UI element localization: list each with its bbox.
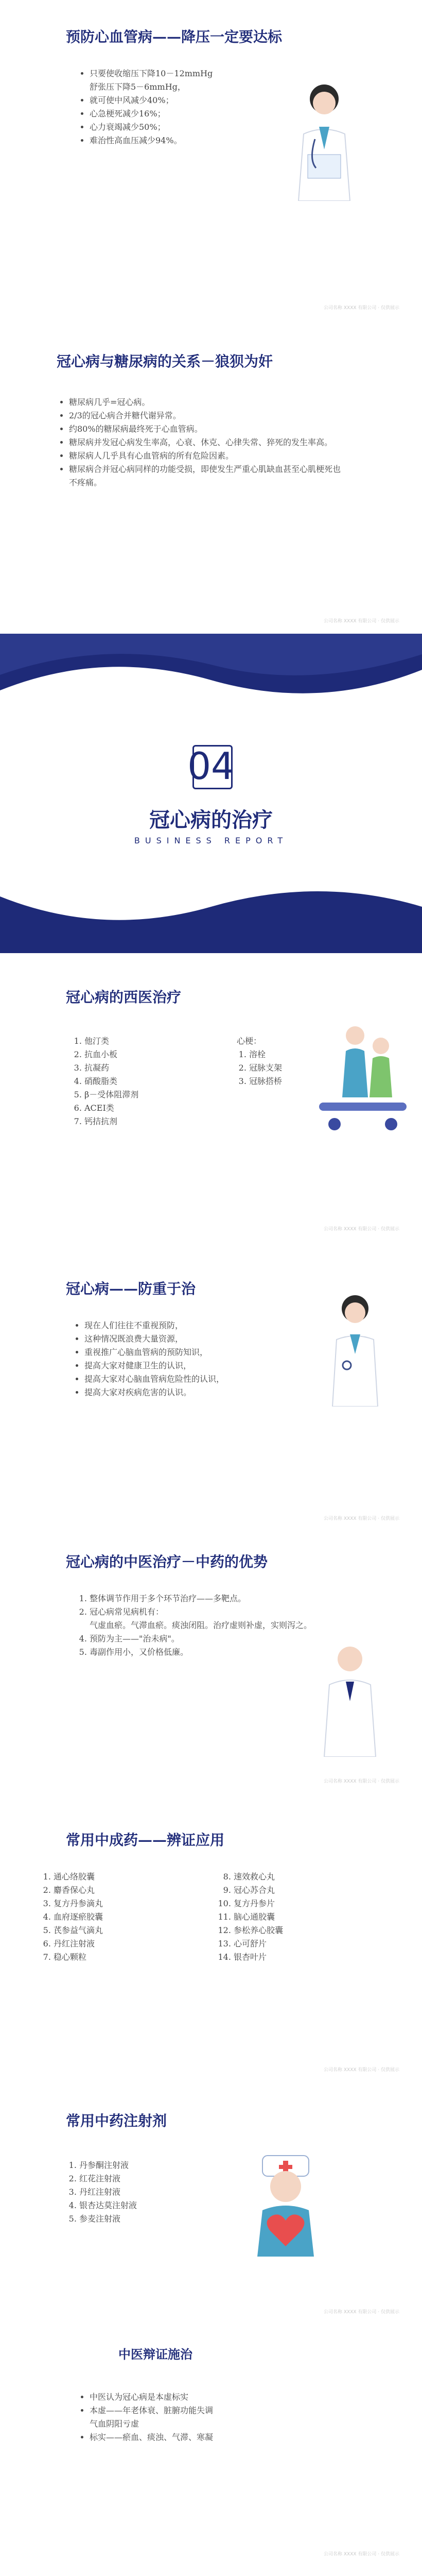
chapter-banner	[0, 634, 422, 953]
list-item: 1. 溶栓	[249, 1048, 329, 1061]
list-item: • 就可使中风减少40%；	[90, 94, 293, 107]
list-item: • 提高大家对疾病危害的认识。	[84, 1386, 309, 1399]
chapter-subtitle: BUSINESS REPORT	[134, 836, 288, 845]
list-item: 3. 抗凝药	[84, 1061, 196, 1075]
list-item: 4. 预防为主——"治未病"。	[90, 1632, 314, 1646]
list-item: 舒张压下降5－6mmHg，	[90, 82, 186, 92]
list-item: 3. 丹红注射液	[79, 2185, 232, 2199]
list-item: 6. 丹红注射液	[54, 1937, 196, 1951]
list-item: 3. 复方丹参滴丸	[54, 1897, 196, 1910]
list-item: 2. 冠心病常见病机有：	[90, 1605, 314, 1619]
list-item: • 心急梗死减少16%；	[90, 107, 293, 121]
footer-note: 公司名称 XXXX 有限公司 · 仅供展示	[324, 1227, 399, 1232]
footer-note: 公司名称 XXXX 有限公司 · 仅供展示	[324, 2310, 399, 2315]
section-title: 预防心血管病——降压一定要达标	[66, 28, 283, 45]
section-syndrome-types	[0, 2566, 422, 2576]
bp-list	[77, 67, 293, 147]
list-item: 4. 银杏达莫注射液	[79, 2199, 232, 2212]
wave-decoration	[0, 634, 422, 711]
list-item: 4. 血府逐瘀胶囊	[54, 1910, 196, 1924]
list-item: 14. 银杏叶片	[234, 1951, 386, 1964]
footer-note: 公司名称 XXXX 有限公司 · 仅供展示	[324, 619, 399, 624]
list-item: 1. 通心络胶囊	[54, 1870, 196, 1884]
list-item: 1. 丹参酮注射液	[79, 2159, 232, 2172]
list-item: • 2/3的冠心病合并糖代谢异常。	[69, 409, 345, 422]
footer-note: 公司名称 XXXX 有限公司 · 仅供展示	[324, 2552, 399, 2557]
number-frame	[192, 745, 233, 789]
section-title: 常用中成药——辨证应用	[66, 1832, 225, 1849]
list-item: 2. 红花注射液	[79, 2172, 232, 2185]
section-title: 冠心病——防重于治	[66, 1280, 196, 1297]
list-item: 4. 硝酸脂类	[84, 1075, 196, 1088]
section-differentiation	[0, 2324, 422, 2566]
chapter-number: 04	[187, 744, 235, 788]
list-item: 2. 麝香保心丸	[54, 1884, 196, 1897]
footer-note: 公司名称 XXXX 有限公司 · 仅供展示	[324, 1779, 399, 1784]
list-item: 13. 心可舒片	[234, 1937, 386, 1951]
list-item: 5. 毒副作用小，又价格低廉。	[90, 1646, 314, 1659]
footer-note: 公司名称 XXXX 有限公司 · 仅供展示	[324, 2067, 399, 2073]
doctor-illustration	[278, 77, 371, 201]
section-patent-medicine	[0, 1793, 422, 2081]
section-title: 冠心病的西医治疗	[66, 989, 182, 1006]
list-item: 8. 速效救心丸	[234, 1870, 386, 1884]
list-item: • 本虚——年老体衰、脏腑功能失调	[90, 2404, 345, 2417]
section-tcm-advantage	[0, 1530, 422, 1793]
list-heading: 心梗：	[237, 1036, 262, 1046]
list-item: 1. 他汀类	[84, 1035, 196, 1048]
medicine-right-list	[221, 1870, 386, 1964]
list-item: • 重视推广心脑血管病的预防知识，	[84, 1346, 309, 1359]
list-item: 11. 脑心通胶囊	[234, 1910, 386, 1924]
western-left-list	[72, 1035, 196, 1128]
list-item: • 这种情况既浪费大量资源，	[84, 1332, 309, 1346]
footer-note: 公司名称 XXXX 有限公司 · 仅供展示	[324, 306, 399, 311]
differentiation-list	[77, 2391, 345, 2444]
list-item: 6. ACEI类	[84, 1101, 196, 1115]
list-item: 2. 冠脉支架	[249, 1061, 329, 1075]
list-item: • 难治性高血压减少94%。	[90, 134, 293, 147]
list-item: 气虚血瘀。气滞血瘀。痰浊闭阻。治疗虚则补虚，实则泻之。	[90, 1620, 312, 1630]
injection-list	[67, 2159, 232, 2226]
medical-team-illustration	[314, 1015, 412, 1139]
list-item: • 标实——瘀血、痰浊、气滞、寒凝	[90, 2431, 345, 2444]
tcm-advantage-list	[77, 1592, 314, 1659]
section-title: 冠心病与糖尿病的关系－狼狈为奸	[57, 353, 273, 370]
list-item: 9. 冠心苏合丸	[234, 1884, 386, 1897]
section-title: 冠心病的中医治疗－中药的优势	[66, 1553, 268, 1570]
section-title: 常用中药注射剂	[66, 2112, 167, 2129]
list-item: 5. 芪参益气滴丸	[54, 1924, 196, 1937]
list-item: • 中医认为冠心病是本虚标实	[90, 2391, 345, 2404]
list-item: • 糖尿病几乎=冠心病。	[69, 396, 345, 409]
medicine-left-list	[41, 1870, 196, 1964]
list-item: 1. 整体调节作用于多个环节治疗——多靶点。	[90, 1592, 314, 1605]
list-item: 3. 冠脉搭桥	[249, 1075, 329, 1088]
doctor-illustration	[314, 1288, 396, 1406]
list-item: 5. β－受体阻滞剂	[84, 1088, 196, 1101]
list-item: • 糖尿病并发冠心病发生率高，心衰、休克、心律失常、猝死的发生率高。	[69, 436, 345, 449]
section-bp	[0, 0, 422, 319]
section-western	[0, 953, 422, 1242]
list-item: 10. 复方丹参片	[234, 1897, 386, 1910]
list-item: 5. 参麦注射液	[79, 2212, 232, 2226]
list-item: • 提高大家对心脑血管病危险性的认识，	[84, 1372, 309, 1386]
list-item: 7. 钙拮抗剂	[84, 1115, 196, 1128]
list-item: 2. 抗血小板	[84, 1048, 196, 1061]
list-item: 12. 参松养心胶囊	[234, 1924, 386, 1937]
footer-note: 公司名称 XXXX 有限公司 · 仅供展示	[324, 1516, 399, 1521]
prevention-list	[72, 1319, 309, 1399]
section-prevention	[0, 1242, 422, 1530]
list-item: 气血阴阳亏虚	[90, 2419, 139, 2429]
list-item: • 约80%的糖尿病最终死于心血管病。	[69, 422, 345, 436]
wave-decoration	[0, 876, 422, 953]
section-diabetes	[0, 319, 422, 634]
list-item: • 只要使收缩压下降10－12mmHg	[90, 67, 293, 80]
list-item: • 糖尿病人几乎具有心血管病的所有危险因素。	[69, 449, 345, 463]
section-title: 中医辩证施治	[118, 2347, 192, 2362]
list-item: • 糖尿病合并冠心病同样的功能受损，即使发生严重心肌缺血甚至心肌梗死也不疼痛。	[69, 463, 345, 489]
doctor-illustration	[314, 1638, 386, 1757]
nurse-heart-illustration	[242, 2154, 329, 2257]
diabetes-list	[57, 396, 345, 489]
list-item: 7. 稳心颗粒	[54, 1951, 196, 1964]
section-injection	[0, 2081, 422, 2324]
chapter-title: 冠心病的治疗	[149, 808, 273, 832]
list-item: • 现在人们往往不重视预防，	[84, 1319, 309, 1332]
list-item: • 提高大家对健康卫生的认识，	[84, 1359, 309, 1372]
list-item: • 心力衰竭减少50%；	[90, 121, 293, 134]
